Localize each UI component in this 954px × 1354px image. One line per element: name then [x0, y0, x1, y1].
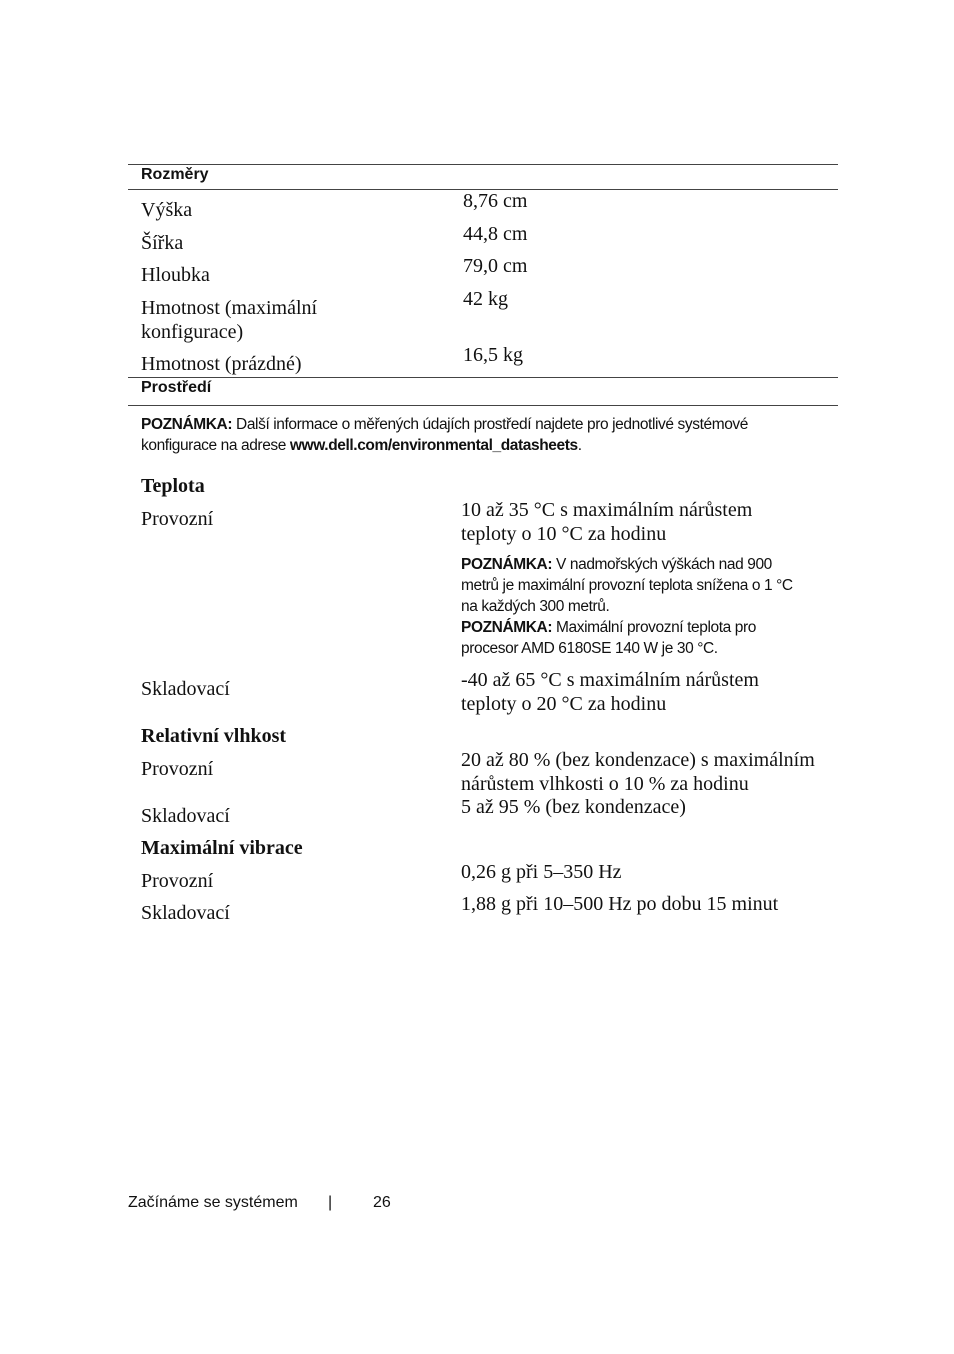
- note-label: POZNÁMKA:: [461, 556, 553, 573]
- environment-heading: Prostředí: [141, 379, 212, 396]
- height-value: 8,76 cm: [463, 190, 528, 212]
- weight-max-label-line1: Hmotnost (maximální: [141, 297, 318, 319]
- temperature-operating-label: Provozní: [141, 508, 214, 530]
- weight-empty-value: 16,5 kg: [463, 344, 523, 366]
- vibration-heading: Maximální vibrace: [141, 837, 303, 859]
- vibration-storage-value: 1,88 g při 10–500 Hz po dobu 15 minut: [461, 893, 779, 915]
- temperature-storage-value-line1: -40 až 65 °C s maximálním nárůstem: [461, 669, 759, 691]
- depth-label: Hloubka: [141, 264, 210, 286]
- humidity-operating-value-line1: 20 až 80 % (bez kondenzace) s maximálním: [461, 749, 815, 771]
- width-label: Šířka: [141, 232, 184, 254]
- height-label: Výška: [141, 199, 193, 221]
- environment-note: [141, 414, 748, 456]
- datasheets-link[interactable]: www.dell.com/environmental_datasheets: [289, 437, 578, 454]
- width-value: 44,8 cm: [463, 223, 528, 245]
- page-number: 26: [373, 1194, 391, 1211]
- footer-separator: |: [328, 1194, 333, 1211]
- footer-title: Začínáme se systémem: [128, 1194, 298, 1211]
- environment-note-line1: POZNÁMKA: Další informace o měřených údajích prostředí najdete pro jednotlivé systémové: [141, 416, 749, 433]
- humidity-storage-value: 5 až 95 % (bez kondenzace): [461, 796, 686, 818]
- temperature-storage-label: Skladovací: [141, 678, 230, 700]
- humidity-heading: Relativní vlhkost: [141, 725, 287, 747]
- top-rule: [128, 164, 838, 165]
- humidity-operating-value-line2: nárůstem vlhkosti o 10 % za hodinu: [461, 773, 749, 795]
- environment-top-rule: [128, 377, 838, 378]
- humidity-storage-label: Skladovací: [141, 805, 230, 827]
- weight-empty-label: Hmotnost (prázdné): [141, 353, 302, 375]
- vibration-operating-label: Provozní: [141, 870, 214, 892]
- temperature-note: POZNÁMKA: V nadmořských výškách nad 900 metrů je maximální provozní teplota snížena o 1 °C na každých 300 metrů. POZNÁMKA: Maximální provozní teplota pro procesor AMD 6180SE 140 W je 30 °C.: [461, 556, 793, 657]
- environment-heading-rule: [128, 405, 838, 406]
- note-label: POZNÁMKA:: [141, 416, 233, 433]
- dimensions-heading: Rozměry: [141, 166, 209, 183]
- temperature-operating-value-line2: teploty o 10 °C za hodinu: [461, 523, 667, 545]
- temperature-heading: Teplota: [141, 475, 205, 497]
- temperature-storage-value-line2: teploty o 20 °C za hodinu: [461, 693, 667, 715]
- depth-value: 79,0 cm: [463, 255, 528, 277]
- humidity-operating-label: Provozní: [141, 758, 214, 780]
- temperature-operating-value-line1: 10 až 35 °C s maximálním nárůstem: [461, 499, 753, 521]
- weight-max-value: 42 kg: [463, 288, 508, 310]
- vibration-storage-label: Skladovací: [141, 902, 230, 924]
- weight-max-label-line2: konfigurace): [141, 321, 244, 343]
- note-label: POZNÁMKA:: [461, 619, 553, 636]
- environment-note-line2: konfigurace na adrese www.dell.com/environmental_datasheets.: [141, 437, 582, 454]
- vibration-operating-value: 0,26 g při 5–350 Hz: [461, 861, 622, 883]
